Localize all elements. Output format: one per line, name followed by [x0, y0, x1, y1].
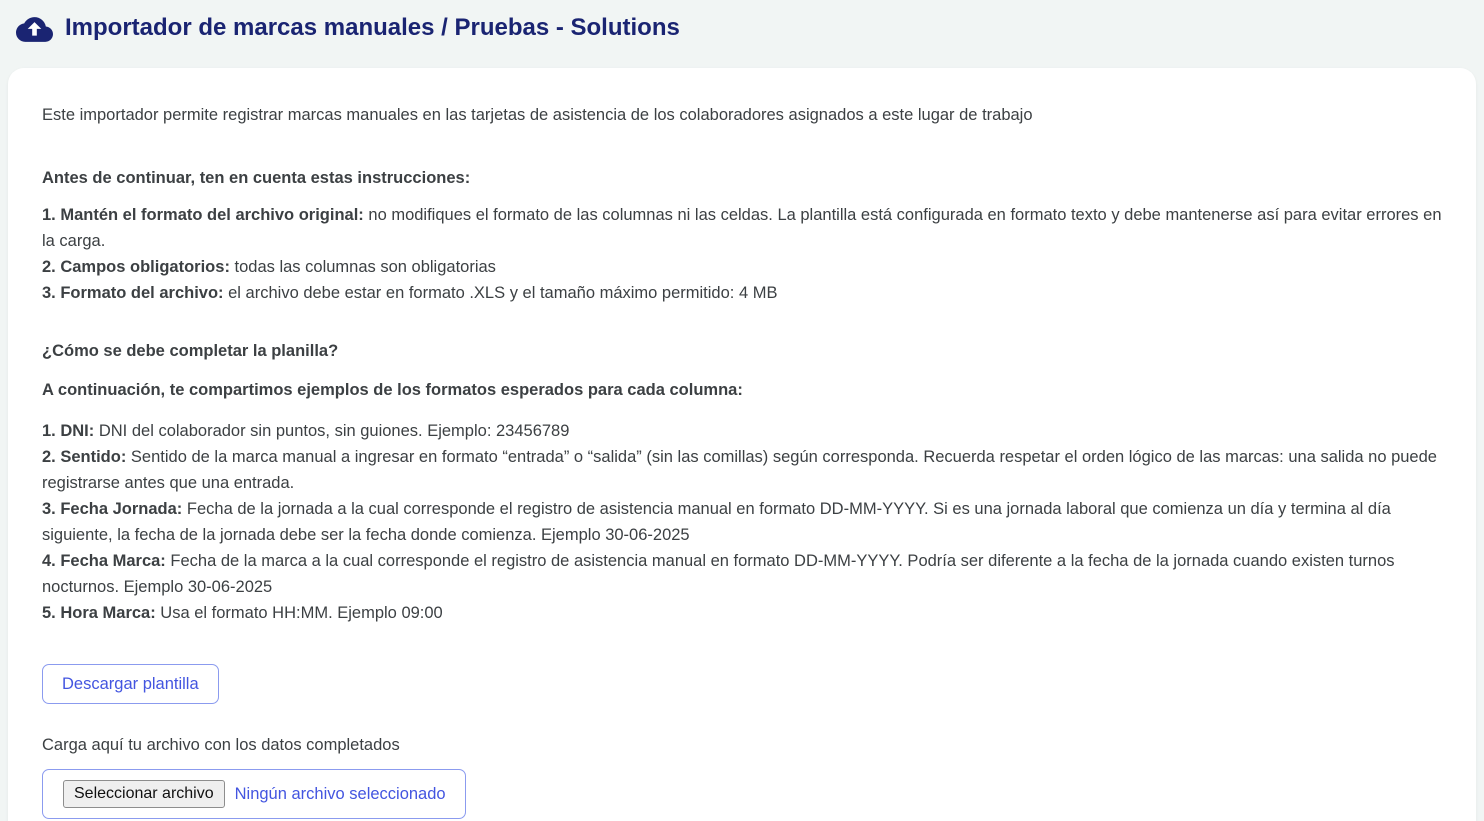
format-item: 5. Hora Marca: Usa el formato HH:MM. Ejemplo 09:00	[42, 604, 443, 622]
format-item: 3. Fecha Jornada: Fecha de la jornada a la cual corresponde el registro de asistencia manual en formato DD-MM-YYYY. Si es una jornada laboral que comienza un día y termina al día siguiente, la fecha de la jornada debe ser la fecha donde comienza. Ejemplo 30-06-2025	[42, 500, 1391, 544]
format-item: 1. DNI: DNI del colaborador sin puntos, sin guiones. Ejemplo: 23456789	[42, 422, 570, 440]
instruction-item: 2. Campos obligatorios: todas las columnas son obligatorias	[42, 258, 496, 276]
format-item: 4. Fecha Marca: Fecha de la marca a la cual corresponde el registro de asistencia manual en formato DD-MM-YYYY. Podría ser diferente a la fecha de la jornada cuando existen turnos nocturnos. Ejemplo 30-06-2025	[42, 552, 1395, 596]
instruction-item: 3. Formato del archivo: el archivo debe estar en formato .XLS y el tamaño máximo permitido: 4 MB	[42, 284, 778, 302]
question-heading: ¿Cómo se debe completar la planilla?	[42, 342, 339, 360]
download-template-button[interactable]: Descargar plantilla	[42, 664, 219, 704]
file-input[interactable]	[42, 769, 466, 819]
instructions-heading: Antes de continuar, ten en cuenta estas instrucciones:	[42, 169, 471, 187]
page-header	[0, 0, 1484, 68]
instructions-list	[42, 202, 1442, 306]
file-status-text: Ningún archivo seleccionado	[234, 784, 446, 803]
instruction-item: 1. Mantén el formato del archivo original: no modifiques el formato de las columnas ni las celdas. La plantilla está configurada en formato texto y debe mantenerse así para evitar errores en la carga.	[42, 206, 1442, 250]
select-file-button[interactable]: Seleccionar archivo	[63, 780, 225, 808]
page-title: Importador de marcas manuales / Pruebas - Solutions	[65, 14, 680, 41]
cloud-upload-icon	[16, 14, 53, 45]
intro-text: Este importador permite registrar marcas manuales en las tarjetas de asistencia de los colaboradores asignados a este lugar de trabajo	[42, 106, 1033, 124]
upload-instruction-label: Carga aquí tu archivo con los datos completados	[42, 736, 400, 754]
format-item: 2. Sentido: Sentido de la marca manual a ingresar en formato “entrada” o “salida” (sin las comillas) según corresponda. Recuerda respetar el orden lógico de las marcas: una salida no puede registrarse antes que una entrada.	[42, 448, 1437, 492]
content-card	[8, 68, 1476, 821]
formats-heading: A continuación, te compartimos ejemplos de los formatos esperados para cada columna:	[42, 381, 743, 399]
formats-list	[42, 418, 1442, 626]
